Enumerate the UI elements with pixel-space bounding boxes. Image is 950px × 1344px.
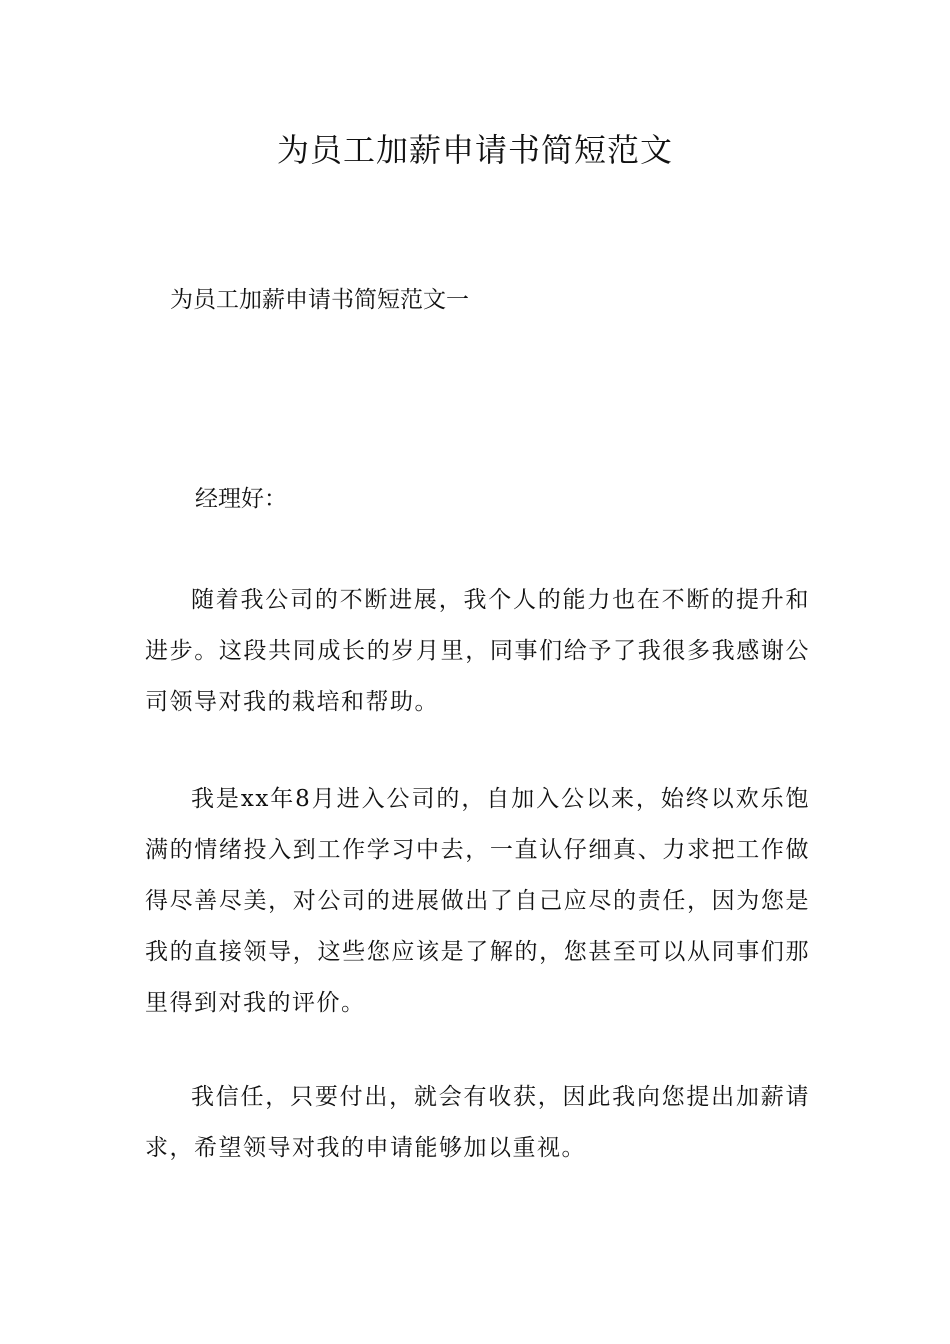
letter-greeting: 经理好： — [195, 486, 287, 512]
paragraph-1: 随着我公司的不断进展，我个人的能力也在不断的提升和进步。这段共同成长的岁月里，同事们给予了我很多我感谢公司领导对我的栽培和帮助。 — [145, 587, 810, 715]
document-title: 为员工加薪申请书简短范文 — [276, 131, 673, 169]
document-subtitle: 为员工加薪申请书简短范文一 — [170, 287, 469, 313]
paragraph-2: 我是xx年8月进入公司的，自加入公以来，始终以欢乐饱满的情绪投入到工作学习中去，一直认仔细真、力求把工作做得尽善尽美，对公司的进展做出了自己应尽的责任，因为您是我的直接领导，这些您应该是了解的，您甚至可以从同事们那里得到对我的评价。 — [145, 786, 810, 1016]
paragraph-3: 我信任，只要付出，就会有收获，因此我向您提出加薪请求，希望领导对我的申请能够加以重视。 — [145, 1084, 810, 1161]
